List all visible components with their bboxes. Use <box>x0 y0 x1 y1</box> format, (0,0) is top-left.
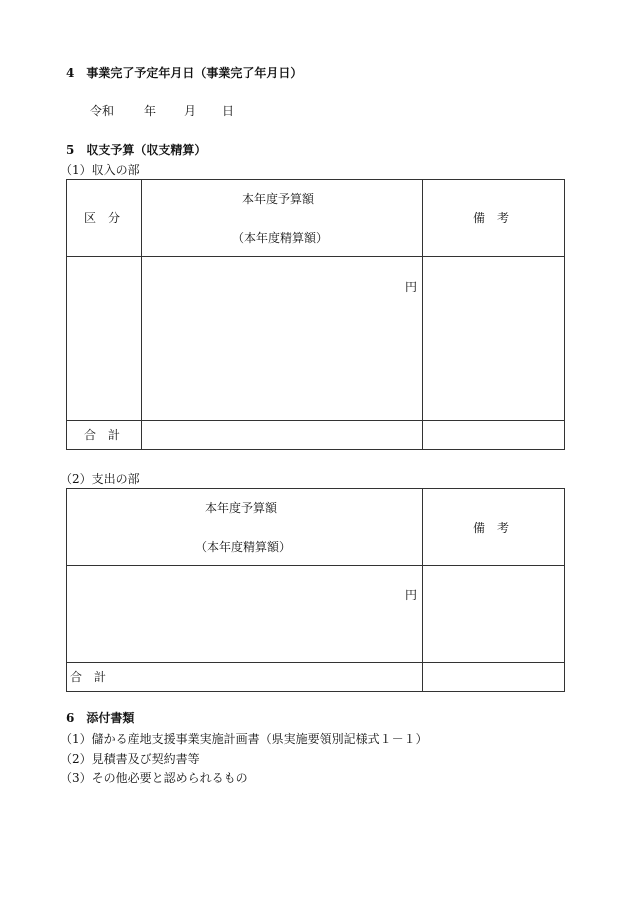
section6-title: 6 添付書類 <box>66 711 135 725</box>
attachment-item: （1）儲かる産地支援事業実施計画書（県実施要領別記様式１－１） <box>60 732 428 746</box>
expense-label: （2）支出の部 <box>60 472 140 486</box>
income-col-budget: 本年度予算額 <box>242 192 315 206</box>
income-unit: 円 <box>405 280 418 294</box>
year-label: 年 <box>144 104 157 118</box>
attachment-item: （3）その他必要と認められるもの <box>60 771 248 785</box>
day-label: 日 <box>222 104 235 118</box>
income-total-label: 合 計 <box>84 428 121 442</box>
attachment-item: （2）見積書及び契約書等 <box>60 752 200 766</box>
expense-unit: 円 <box>405 588 418 602</box>
income-label: （1）収入の部 <box>60 163 140 177</box>
section4-title: 4 事業完了予定年月日（事業完了年月日） <box>66 66 303 80</box>
section5-title: 5 収支予算（収支精算） <box>66 143 207 157</box>
income-col-remarks: 備 考 <box>473 211 510 225</box>
expense-col-budget: 本年度予算額 <box>205 501 278 515</box>
expense-col-budget-sub: （本年度精算額） <box>195 540 292 554</box>
expense-col-remarks: 備 考 <box>473 521 510 535</box>
expense-total-label: 合 計 <box>70 670 107 684</box>
month-label: 月 <box>184 104 197 118</box>
era-label: 令和 <box>90 104 115 118</box>
income-col-budget-sub: （本年度精算額） <box>232 231 329 245</box>
income-col-category: 区 分 <box>84 211 121 225</box>
